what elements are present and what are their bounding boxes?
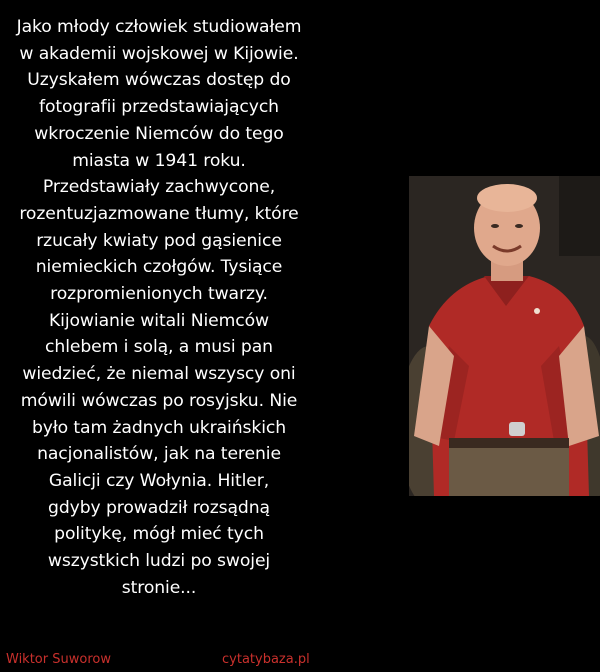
site-link[interactable]: cytatybaza.pl bbox=[222, 652, 310, 667]
author-photo bbox=[409, 176, 600, 496]
author-name[interactable]: Wiktor Suworow bbox=[6, 652, 111, 667]
quote-text: Jako młody człowiek studiowałem w akademii wojskowej w Kijowie. Uzyskałem wówczas dostęp do fotografii przedstawiających wkroczenie Niemców do tego miasta w 1941 roku. Przedstawiały zachwycone, rozentuzjazmowane tłumy, które rzucały kwiaty pod gąsienice niemieckich czołgów. Tysiące rozpromienionych twarzy. Kijowianie witali Niemców chlebem i solą, a musi pan wiedzieć, że niemal wszyscy oni mówili wówczas po rosyjsku. Nie było tam żadnych ukraińskich nacjonalistów, jak na terenie Galicji czy Wołynia. Hitler, gdyby prowadził rozsądną politykę, mógł mieć tych wszystkich ludzi po swojej stronie... bbox=[16, 17, 302, 598]
